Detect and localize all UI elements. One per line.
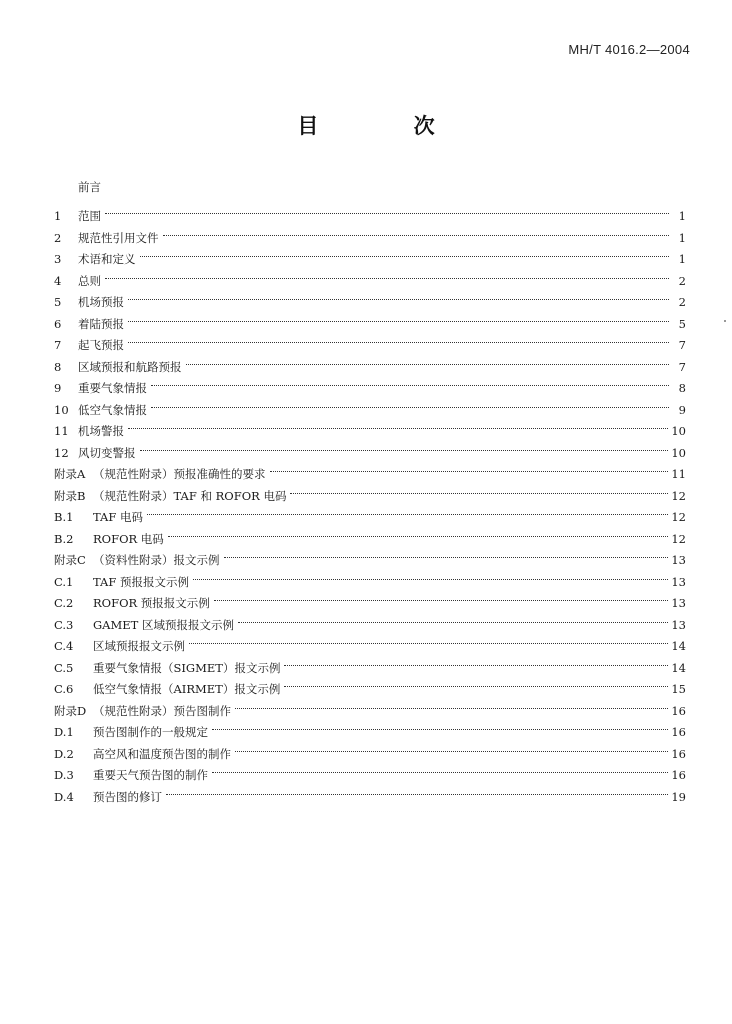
toc-dot-leader [284,650,668,672]
toc-dot-leader [147,500,668,522]
toc-entry-page: 19 [671,789,686,804]
toc-entry-label: 低空气象情报（AIRMET）报文示例 [93,682,281,696]
toc-entry[interactable] [54,457,686,479]
toc-entry-label: 风切变警报 [78,445,136,460]
toc-dot-leader [151,392,669,414]
toc-entry-number: D.2 [54,746,74,761]
toc-entry-number: 附录A [54,467,86,481]
toc-entry-page: 8 [678,381,686,395]
toc-entry-page: 13 [671,617,686,632]
toc-entry[interactable] [54,242,686,264]
toc-dot-leader [128,285,669,307]
toc-entry-page: 1 [678,252,686,266]
toc-entry-label: TAF 预报报文示例 [93,574,189,589]
toc-entry-number: C.2 [54,596,74,610]
toc-entry-label: ROFOR 电码 [93,531,164,546]
toc-entry-page: 7 [678,338,686,352]
toc-entry-number: C.6 [54,682,74,696]
toc-entry-page: 12 [671,510,686,524]
toc-dot-leader [290,478,668,500]
toc-dot-leader [186,349,670,371]
toc-entry-number: 9 [54,381,62,395]
toc-dot-leader [140,242,670,264]
toc-entry-number: B.1 [54,510,74,524]
toc-entry-label: 区域预报报文示例 [93,639,185,653]
toc-entry-label: 高空风和温度预告图的制作 [93,746,231,761]
toc-entry-number: 12 [54,445,69,460]
toc-entry-page: 1 [678,209,686,223]
toc-dot-leader [238,607,668,629]
toc-entry-number: B.2 [54,531,74,546]
toc-entry-label: GAMET 区域预报报文示例 [93,617,234,632]
toc-entry-number: 附录D [54,703,87,718]
toc-dot-leader [128,328,669,350]
toc-entry-number: 11 [54,424,69,438]
toc-entry-label: 低空气象情报 [78,402,147,417]
toc-entry-page: 5 [678,316,686,331]
toc-entry-page: 1 [678,230,686,245]
toc-entry-number: 7 [54,338,62,352]
toc-entry[interactable] [54,435,686,460]
toc-entry-page: 7 [678,359,686,374]
toc-dot-leader [105,263,669,285]
toc-entry-label: 规范性引用文件 [78,230,159,245]
toc-dot-leader [166,779,668,801]
toc-entry-label: 前言 [78,180,101,194]
toc-entry-number: D.4 [54,789,74,804]
toc-entry-number: 附录C [54,553,86,567]
toc-entry-number: 3 [54,252,62,266]
toc-entry-label: （规范性附录）预报准确性的要求 [93,467,266,481]
toc-entry[interactable] [54,199,686,221]
toc-entry-label: （规范性附录）TAF 和 ROFOR 电码 [93,488,287,503]
toc-dot-leader [235,693,668,715]
toc-dot-leader [270,457,669,479]
toc-dot-leader [224,543,669,565]
toc-entry[interactable] [54,414,686,436]
toc-entry-number: D.3 [54,768,74,782]
toc-dot-leader [212,715,668,737]
toc-entry-number: 6 [54,316,62,331]
toc-entry-page: 13 [671,574,686,589]
toc-entry-page: 12 [671,488,686,503]
toc-dot-leader [189,629,668,651]
toc-entry-page: 11 [671,467,686,481]
toc-entry-number: D.1 [54,725,74,739]
toc-entry-page: 15 [671,682,686,696]
toc-entry-number: C.5 [54,660,74,675]
toc-entry[interactable] [54,306,686,331]
toc-entry-label: 机场警报 [78,424,124,438]
toc-entry-number: C.3 [54,617,74,632]
toc-dot-leader [212,758,668,780]
toc-entry-label: （资料性附录）报文示例 [93,553,220,567]
table-of-contents [54,177,686,804]
toc-entry[interactable] [54,500,686,522]
toc-entry[interactable] [54,349,686,374]
toc-dot-leader [128,306,669,328]
toc-entry[interactable] [54,263,686,288]
toc-entry-page: 2 [678,295,686,309]
toc-entry-label: 区域预报和航路预报 [78,359,182,374]
toc-entry-label: 机场预报 [78,295,124,309]
toc-entry-page: 10 [671,424,686,438]
toc-entry-number: 10 [54,402,69,417]
toc-dot-leader [193,564,668,586]
toc-entry-label: 着陆预报 [78,316,124,331]
toc-entry-number: 2 [54,230,62,245]
toc-entry-page: 16 [671,768,686,782]
toc-dot-leader [128,414,668,436]
toc-dot-leader [214,586,669,608]
toc-dot-leader [168,521,669,543]
toc-entry-number: 5 [54,295,62,309]
toc-entry-page: 16 [671,746,686,761]
toc-entry-page: 13 [671,553,686,567]
toc-entry-label: 起飞预报 [78,338,124,352]
toc-entry-page: 16 [671,703,686,718]
toc-entry-label: 预告图的修订 [93,789,162,804]
toc-entry-page: 2 [678,273,686,288]
toc-entry-page: 16 [671,725,686,739]
toc-entry-label: 术语和定义 [78,252,136,266]
toc-entry-page: 9 [678,402,686,417]
toc-entry-page: 14 [671,639,686,653]
toc-entry-number: 4 [54,273,62,288]
toc-entry-number: 8 [54,359,62,374]
toc-entry[interactable] [54,328,686,350]
toc-entry-label: 总则 [78,273,101,288]
toc-entry-page: 10 [671,445,686,460]
toc-entry-number: C.1 [54,574,74,589]
toc-entry[interactable] [54,177,686,199]
toc-entry-page: 14 [671,660,686,675]
toc-entry-number: 附录B [54,488,86,503]
toc-entry-label: ROFOR 预报报文示例 [93,596,210,610]
toc-entry-page: 12 [671,531,686,546]
toc-dot-leader [140,435,669,457]
page-title: 目 次 [297,114,479,138]
scan-mark [724,320,726,322]
document-code: MH/T 4016.2—2004 [568,42,690,57]
toc-entry-label: 预告图制作的一般规定 [93,725,208,739]
toc-dot-leader [235,736,668,758]
toc-entry-page: 13 [671,596,686,610]
toc-entry-label: 重要气象情报（SIGMET）报文示例 [93,660,281,675]
toc-dot-leader [151,371,669,393]
toc-entry-label: 重要天气预告图的制作 [93,768,208,782]
toc-entry-label: TAF 电码 [93,510,143,524]
toc-entry-label: 范围 [78,209,101,223]
toc-entry-label: 重要气象情报 [78,381,147,395]
toc-entry[interactable] [54,220,686,245]
toc-dot-leader [163,220,670,242]
toc-dot-leader [284,672,668,694]
toc-entry[interactable] [54,285,686,307]
toc-dot-leader [105,199,669,221]
toc-entry-label: （规范性附录）预告图制作 [93,703,231,718]
toc-entry-number: C.4 [54,639,74,653]
toc-entry[interactable] [54,521,686,546]
toc-entry-number: 1 [54,209,62,223]
